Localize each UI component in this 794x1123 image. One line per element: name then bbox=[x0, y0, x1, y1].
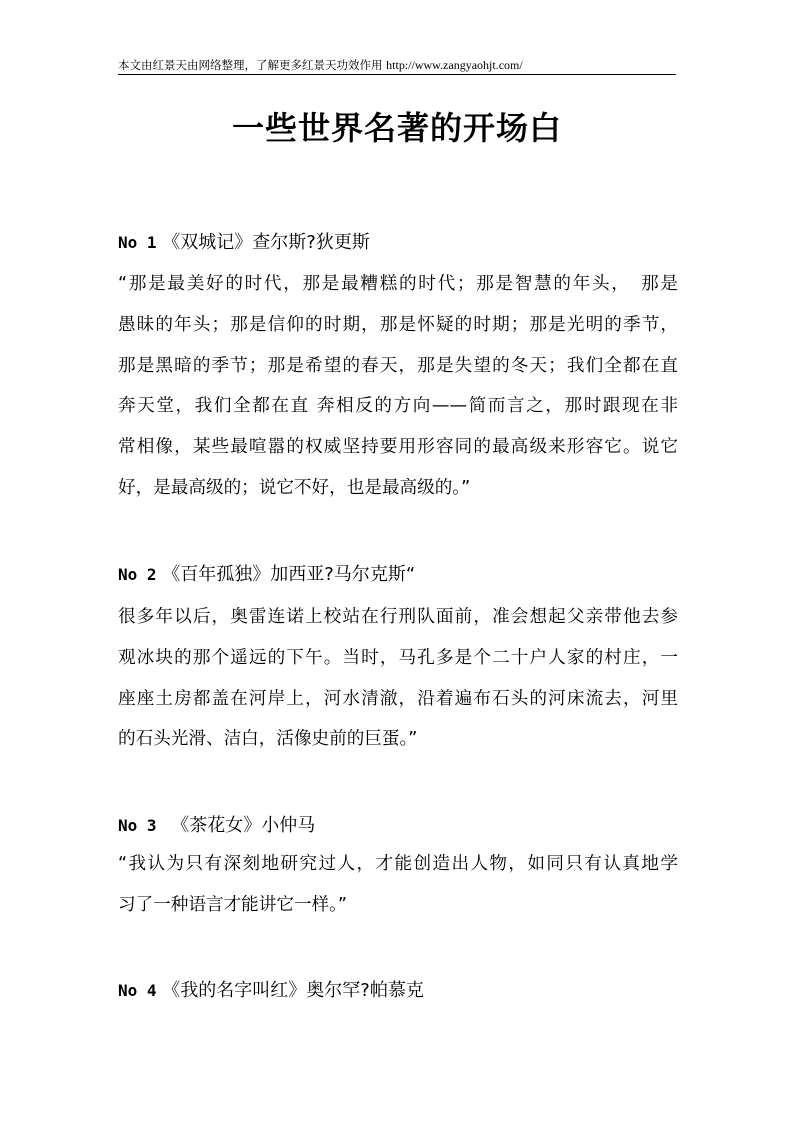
paragraph-line: 座座土房都盖在河岸上，河水清澈，沿着遍布石头的河床流去，河里 bbox=[118, 688, 678, 709]
paragraph-line: 愚昧的年头；那是信仰的时期，那是怀疑的时期；那是光明的季节， bbox=[118, 314, 678, 335]
paragraph-line: “我认为只有深刻地研究过人，才能创造出人物，如同只有认真地学 bbox=[118, 854, 678, 874]
document-title: 一些世界名著的开场白 bbox=[231, 109, 562, 147]
paragraph-line: 常相像，某些最喧嚣的权威坚持要用形容同的最高级来形容它。说它 bbox=[118, 437, 678, 458]
section-paragraph-2 bbox=[118, 597, 678, 760]
section-number: No 2 bbox=[118, 565, 157, 584]
section-heading-1 bbox=[118, 229, 678, 257]
header-url: http://www.zangyaohjt.com/ bbox=[386, 58, 523, 72]
paragraph-line: 奔天堂，我们全都在直 奔相反的方向——简而言之，那时跟现在非 bbox=[118, 396, 678, 417]
section-heading-4 bbox=[118, 977, 678, 1005]
paragraph-line: 观冰块的那个遥远的下午。当时，马孔多是个二十户人家的村庄，一 bbox=[118, 647, 678, 668]
section-number: No 4 bbox=[118, 981, 157, 1000]
section-paragraph-1 bbox=[118, 264, 678, 509]
page-header bbox=[118, 56, 676, 75]
section-heading-2 bbox=[118, 561, 678, 589]
section-book-title: 《双城记》查尔斯?狄更斯 bbox=[162, 232, 370, 253]
section-paragraph-3 bbox=[118, 844, 678, 926]
paragraph-line: 习了一种语言才能讲它一样。” bbox=[118, 894, 348, 915]
section-book-title: 《我的名字叫红》奥尔罕?帕慕克 bbox=[162, 980, 424, 1001]
paragraph-line: 好，是最高级的；说它不好，也是最高级的。” bbox=[118, 477, 471, 498]
paragraph-line: 很多年以后，奥雷连诺上校站在行刑队面前，准会想起父亲带他去参 bbox=[118, 607, 678, 627]
paragraph-line: 那是黑暗的季节；那是希望的春天，那是失望的冬天；我们全都在直 bbox=[118, 355, 678, 376]
paragraph-line: “那是最美好的时代，那是最糟糕的时代；那是智慧的年头， 那是 bbox=[118, 274, 678, 294]
section-number: No 1 bbox=[118, 233, 157, 252]
section-heading-3 bbox=[118, 812, 678, 840]
section-number: No 3 bbox=[118, 816, 157, 835]
section-book-title: 《茶花女》小仲马 bbox=[162, 815, 316, 836]
paragraph-line: 的石头光滑、洁白，活像史前的巨蛋。” bbox=[118, 729, 418, 750]
header-text: 本文由红景天由网络整理，了解更多红景天功效作用 bbox=[118, 58, 387, 72]
section-book-title: 《百年孤独》加西亚?马尔克斯“ bbox=[162, 564, 416, 585]
